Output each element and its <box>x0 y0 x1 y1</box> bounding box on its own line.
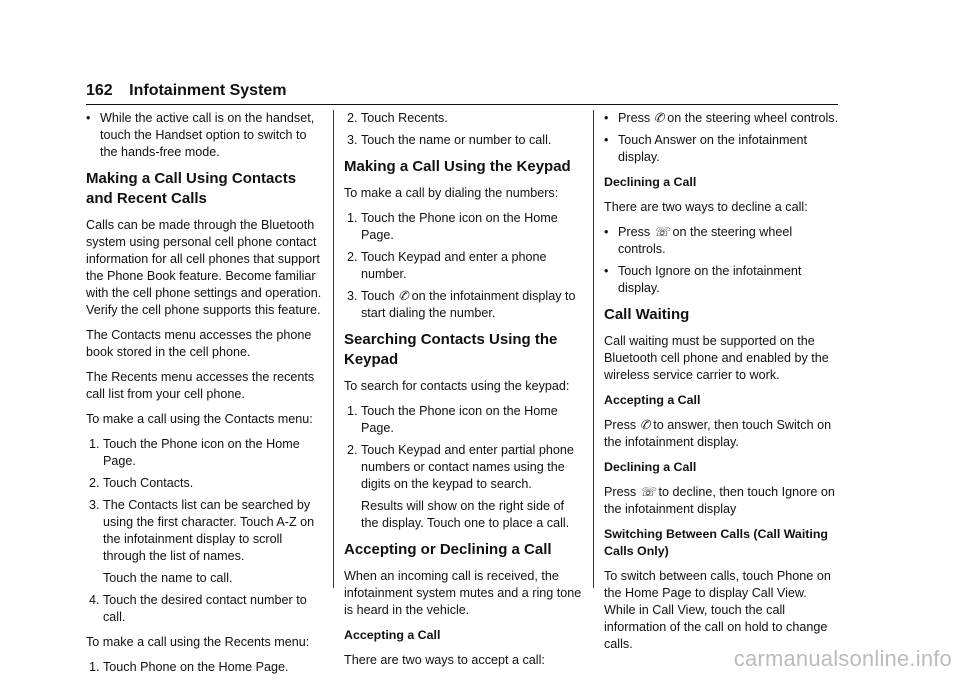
list-item: 2. Touch Keypad and enter a phone number. <box>347 250 547 281</box>
phone-decline-icon: ☏ <box>639 485 656 499</box>
paragraph: To make a call using the Recents menu: <box>86 635 310 649</box>
list-item: 4. Touch the desired contact number to call. <box>89 593 307 624</box>
bullet-list <box>604 224 840 297</box>
numbered-list <box>344 403 582 532</box>
column-2 <box>344 110 582 677</box>
column-3 <box>604 110 840 661</box>
bullet-list <box>86 110 322 161</box>
step-note: Results will show on the right side of the display. Touch one to place a call. <box>361 499 570 530</box>
paragraph: To switch between calls, touch Phone on the Home Page to display Call View. While in Call View, touch the call information of the call on hold to change calls. <box>604 569 831 651</box>
paragraph: The Contacts menu accesses the phone book stored in the cell phone. <box>86 328 312 359</box>
list-item: 1. Touch the Phone icon on the Home Page. <box>347 404 558 435</box>
paragraph: Press ☏ to decline, then touch Ignore on the infotainment display <box>604 485 835 516</box>
list-item: • Press ✆ on the steering wheel controls. <box>604 110 840 127</box>
section-heading: Call Waiting <box>604 306 690 323</box>
subheading: Accepting a Call <box>344 628 441 642</box>
list-item: • Touch Ignore on the infotainment display. <box>604 263 840 297</box>
subheading: Switching Between Calls (Call Waiting Calls Only) <box>604 527 828 558</box>
paragraph: To make a call using the Contacts menu: <box>86 412 313 426</box>
paragraph: Press ✆ to answer, then touch Switch on the infotainment display. <box>604 418 832 449</box>
section-title: Infotainment System <box>129 82 287 99</box>
list-item: • Press ☏ on the steering wheel controls. <box>604 224 840 258</box>
numbered-list <box>86 659 322 676</box>
list-item: 2. Touch Contacts. <box>89 476 194 490</box>
list-item: 3. Touch ✆ on the infotainment display to start dialing the number. <box>347 289 576 320</box>
section-heading: Searching Contacts Using the Keypad <box>344 331 558 368</box>
phone-answer-icon: ✆ <box>639 418 651 432</box>
numbered-list <box>344 210 582 322</box>
phone-answer-icon: ✆ <box>653 111 665 125</box>
subheading: Accepting a Call <box>604 393 701 407</box>
list-item: 3. The Contacts list can be searched by using the first character. Touch A-Z on the infotainment display to scroll through the list of names. Touch the name to call. <box>86 497 322 587</box>
paragraph: When an incoming call is received, the infotainment system mutes and a ring tone is heard in the vehicle. <box>344 569 582 617</box>
paragraph: There are two ways to decline a call: <box>604 200 808 214</box>
numbered-list <box>86 436 322 626</box>
bullet-list <box>604 110 840 166</box>
list-item: 1. Touch Phone on the Home Page. <box>89 660 289 674</box>
paragraph: The Recents menu accesses the recents call list from your cell phone. <box>86 370 315 401</box>
numbered-list <box>344 110 582 149</box>
paragraph: Call waiting must be supported on the Bluetooth cell phone and enabled by the wireless service carrier to work. <box>604 334 829 382</box>
section-heading: Accepting or Declining a Call <box>344 541 552 558</box>
subheading: Declining a Call <box>604 460 697 474</box>
subheading: Declining a Call <box>604 175 697 189</box>
list-item: 1. Touch the Phone icon on the Home Page. <box>89 437 300 468</box>
header-rule <box>86 104 838 105</box>
paragraph: Calls can be made through the Bluetooth system using personal cell phone contact information for all cell phones that support the Phone Book feature. Become familiar with the cell phone settings and operation. Verify the cell phone supports this feature. <box>86 218 322 317</box>
column-divider <box>593 110 594 588</box>
step-note: Touch the name to call. <box>103 571 233 585</box>
paragraph: To search for contacts using the keypad: <box>344 379 570 393</box>
section-heading: Making a Call Using Contacts and Recent Calls <box>86 170 297 207</box>
list-item: 1. Touch the Phone icon on the Home Page. <box>347 211 558 242</box>
list-item: • Touch Answer on the infotainment display. <box>604 132 840 166</box>
column-1 <box>86 110 322 684</box>
section-heading: Making a Call Using the Keypad <box>344 158 571 175</box>
page-number: 162 <box>86 82 113 99</box>
list-item: 2. Touch Keypad and enter partial phone numbers or contact names using the digits on the keypad to search. Results will show on the right side of the display. Touch one to place a call. <box>344 442 582 532</box>
phone-decline-icon: ☏ <box>653 225 670 239</box>
list-item: 3. Touch the name or number to call. <box>347 133 552 147</box>
list-item: 2. Touch Recents. <box>347 111 448 125</box>
paragraph: There are two ways to accept a call: <box>344 653 545 667</box>
page-header <box>86 82 287 100</box>
phone-call-icon: ✆ <box>398 289 409 303</box>
paragraph: To make a call by dialing the numbers: <box>344 186 559 200</box>
list-item: • While the active call is on the handset, touch the Handset option to switch to the hands-free mode. <box>86 110 322 161</box>
column-divider <box>333 110 334 588</box>
watermark: carmanualsonline.info <box>733 646 952 671</box>
